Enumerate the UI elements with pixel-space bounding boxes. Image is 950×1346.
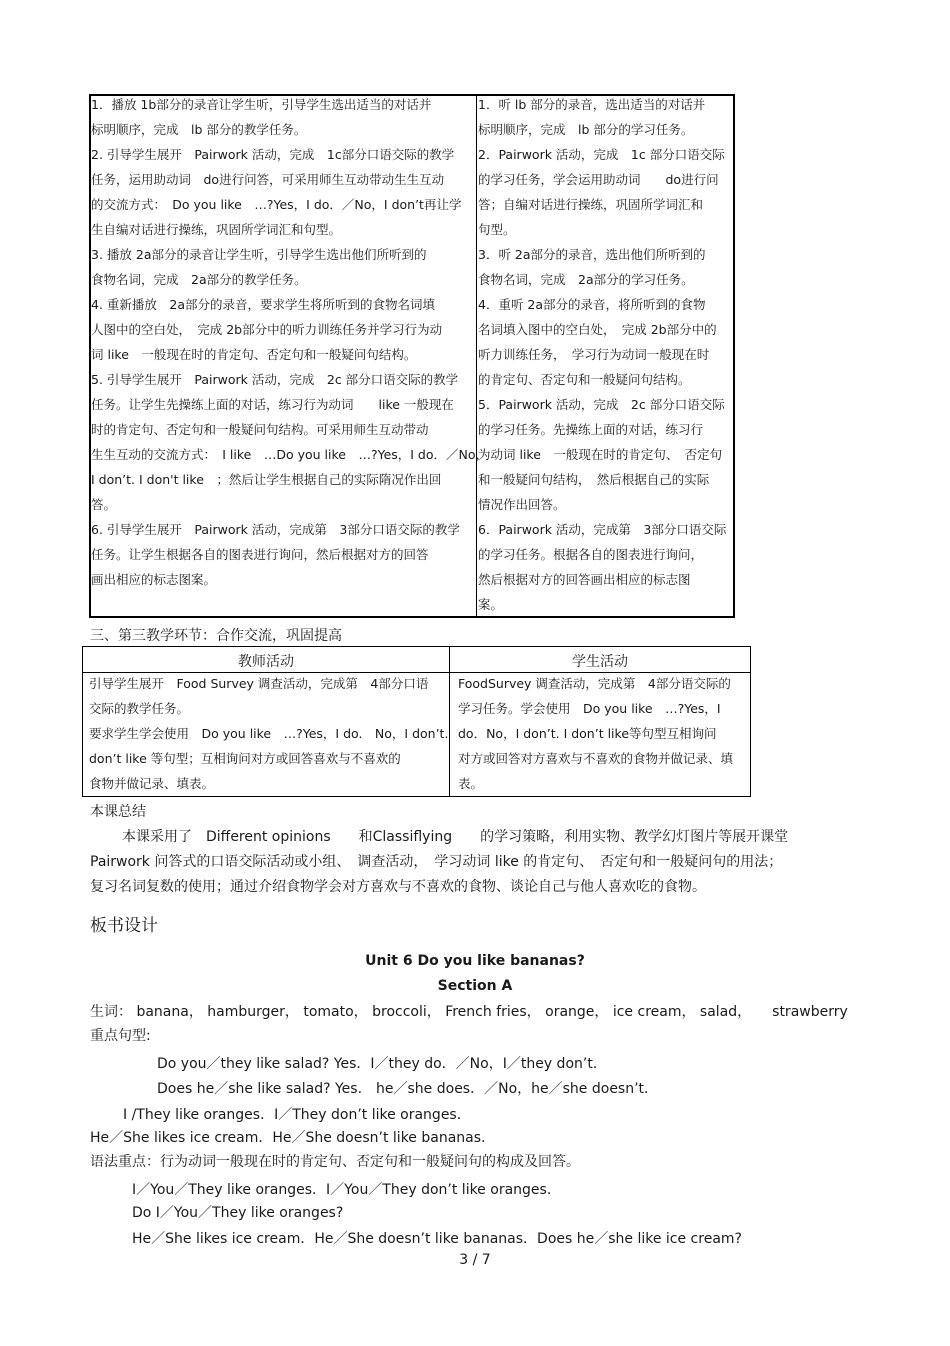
- table-line: 的学习任务，学会运用助动词 do进行问: [478, 172, 719, 187]
- table-line: 和一般疑问句结构， 然后根据自己的实际: [478, 472, 710, 487]
- table-line: 答；自编对话进行操练，巩固所学词汇和: [478, 197, 704, 212]
- summary-title: 本课总结: [90, 804, 146, 820]
- table-line: 标明顺序，完成 lb 部分的教学任务。: [91, 122, 307, 137]
- grammar-sentence: He／She likes ice cream．He／She doesn’t like bananas．Does he／she like ice cream?: [132, 1231, 742, 1247]
- key-sentences-label: 重点句型:: [90, 1028, 151, 1044]
- key-sentence: Does he／she like salad? Yes. he／she does．／No，he／she doesn’t．: [157, 1081, 659, 1097]
- table-line: 学习任务。学会使用 Do you like …?Yes，I: [458, 701, 721, 716]
- table-line: 的肯定句、否定句和一般疑问句结构。: [478, 372, 691, 387]
- table-line: 画出相应的标志图案。: [91, 572, 217, 587]
- header-student: 学生活动: [572, 654, 628, 670]
- table-line: 任务。让学生先操练上面的对话，练习行为动词 like 一般现在: [91, 397, 454, 412]
- table-line: 听力训练任务， 学习行为动词一般现在时: [478, 347, 710, 362]
- vocabulary-line: 生词： banana， hamburger， tomato， broccoli， French fries， orange， ice cream， salad， strawberry: [90, 1004, 848, 1020]
- table-line: 食物并做记录、填表。: [89, 776, 215, 791]
- board-title: 板书设计: [90, 916, 158, 936]
- section-3-title: 三、第三教学环节：合作交流，巩固提高: [90, 628, 342, 644]
- table-line: FoodSurvey 调查活动，完成第 4部分语交际的: [458, 676, 731, 691]
- table-line: 任务。让学生根据各自的图表进行询问，然后根据对方的回答: [91, 547, 429, 562]
- table-column-divider: [476, 96, 477, 616]
- key-sentence: He／She likes ice cream．He／She doesn’t like bananas．: [90, 1130, 496, 1146]
- table-line: 食物名词，完成 2a部分的学习任务。: [478, 272, 694, 287]
- table-line: don’t like 等句型；互相询问对方或回答喜欢与不喜欢的: [89, 751, 401, 766]
- table-line: 句型。: [478, 222, 516, 237]
- table-line: 生生互动的交流方式： I like …Do you like …?Yes，I do．／No，: [91, 447, 489, 462]
- summary-line: 本课采用了 Different opinions 和Classiflying 的学习策略，利用实物、教学幻灯图片等展开课堂: [122, 829, 789, 845]
- grammar-sentence: I／You／They like oranges．I／You／They don’t like oranges.: [132, 1182, 552, 1198]
- table-line: 食物名词，完成 2a部分的教学任务。: [91, 272, 307, 287]
- section-title: Section A: [437, 978, 513, 994]
- table-line: 3. 播放 2a部分的录音让学生听，引导学生选出他们所听到的: [91, 247, 427, 262]
- header-teacher: 教师活动: [238, 654, 294, 670]
- table-line: 4．重听 2a部分的录音，将所听到的食物: [478, 297, 706, 312]
- table-line: 标明顺序，完成 lb 部分的学习任务。: [478, 122, 694, 137]
- table-line: 交际的教学任务。: [89, 701, 190, 716]
- table-line: 答。: [91, 497, 117, 512]
- summary-line: 复习名词复数的使用；通过介绍食物学会对方喜欢与不喜欢的食物、谈论自己与他人喜欢吃的食物。: [90, 879, 706, 895]
- table-header-line: [83, 672, 750, 673]
- table-line: 案。: [478, 597, 504, 612]
- table-line: 名词填入图中的空白处， 完成 2b部分中的: [478, 322, 717, 337]
- activity-table-2: [82, 646, 751, 797]
- key-sentence: I /They like oranges．I／They don’t like oranges．: [123, 1107, 471, 1123]
- table-line: 表。: [458, 776, 484, 791]
- table-line: 时的肯定句、否定句和一般疑问句结构。可采用师生互动带动: [91, 422, 429, 437]
- key-sentence: Do you／they like salad? Yes．I／they do．／No，I／they don’t．: [157, 1056, 607, 1072]
- table-line: 6. 引导学生展开 Pairwork 活动，完成第 3部分口语交际的教学: [91, 522, 460, 537]
- unit-title: Unit 6 Do you like bananas?: [365, 953, 585, 969]
- table-line: 1．听 lb 部分的录音，选出适当的对话并: [478, 97, 706, 112]
- grammar-sentence: Do I／You／They like oranges?: [132, 1205, 344, 1221]
- table-line: 对方或回答对方喜欢与不喜欢的食物并做记录、填: [458, 751, 734, 766]
- table-line: 的学习任务。根据各自的图表进行询问，: [478, 547, 704, 562]
- table-line: 要求学生学会使用 Do you like …?Yes，I do. No，I don’t.: [89, 726, 449, 741]
- page-number: 3 / 7: [459, 1252, 491, 1268]
- table-line: do．No，I don’t. I don’t like等句型互相询问: [458, 726, 717, 741]
- table-line: 的交流方式： Do you like …?Yes，I do．／No，I don’t再让学: [91, 197, 462, 212]
- table-line: 2．Pairwork 活动，完成 1c 部分口语交际: [478, 147, 725, 162]
- table-line: 人图中的空白处， 完成 2b部分中的听力训练任务并学习行为动: [91, 322, 443, 337]
- table-line: 4. 重新播放 2a部分的录音，要求学生将所听到的食物名词填: [91, 297, 436, 312]
- table-line: 生自编对话进行操练，巩固所学词汇和句型。: [91, 222, 342, 237]
- grammar-focus: 语法重点：行为动词一般现在时的肯定句、否定句和一般疑问句的构成及回答。: [90, 1154, 580, 1170]
- table-line: 6．Pairwork 活动，完成第 3部分口语交际: [478, 522, 727, 537]
- table-line: I don’t. I don't like ；然后让学生根据自己的实际隋况作出回: [91, 472, 442, 487]
- table-line: 任务，运用助动词 do进行问答，可采用师生互动带动生生互动: [91, 172, 445, 187]
- table-line: 为动词 like 一般现在时的肯定句、 否定句: [478, 447, 723, 462]
- table-line: 词 like 一般现在时的肯定句、否定句和一般疑问句结构。: [91, 347, 417, 362]
- table-line: 的学习任务。先操练上面的对话，练习行: [478, 422, 704, 437]
- table-line: 情况作出回答。: [478, 497, 566, 512]
- summary-line: Pairwork 问答式的口语交际活动或小组、 调查活动， 学习动词 like 的肯定句、 否定句和一般疑问句的用法；: [90, 854, 783, 870]
- table-line: 3．听 2a部分的录音，选出他们所听到的: [478, 247, 706, 262]
- table-line: 1．播放 1b部分的录音让学生听，引导学生选出适当的对话并: [91, 97, 432, 112]
- table-line: 然后根据对方的回答画出相应的标志图: [478, 572, 691, 587]
- table-line: 5. 引导学生展开 Pairwork 活动，完成 2c 部分口语交际的教学: [91, 372, 459, 387]
- table-line: 5．Pairwork 活动，完成 2c 部分口语交际: [478, 397, 725, 412]
- table-line: 2. 引导学生展开 Pairwork 活动，完成 1c部分口语交际的教学: [91, 147, 455, 162]
- table-line: 引导学生展开 Food Survey 调查活动，完成第 4部分口语: [89, 676, 429, 691]
